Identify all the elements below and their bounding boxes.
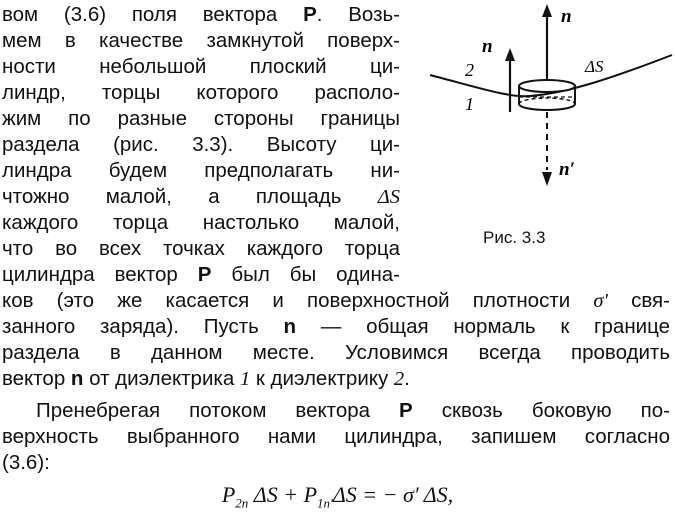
text-line: каждого торца настолько малой, xyxy=(2,211,400,234)
label-n-top: n xyxy=(561,6,572,27)
cylinder-top xyxy=(519,80,575,92)
label-region-2: 2 xyxy=(465,60,474,80)
text-line: занного заряда). Пусть n — общая нормаль к границе xyxy=(2,315,671,338)
cylinder-bottom xyxy=(519,104,575,110)
text-line: Пренебрегая потоком вектора P сквозь боковую по- xyxy=(36,399,670,422)
formula: $P_{2n}$ $\Delta S + P_{1n'}\Delta S$ = − σ′ ΔS, xyxy=(221,482,454,511)
cylinder-bottom-hidden xyxy=(519,98,575,104)
label-n-prime: n′ xyxy=(559,159,575,180)
label-delta-s: ΔS xyxy=(585,57,604,76)
text-line: раздела в данном месте. Условимся всегда проводить xyxy=(2,341,670,364)
text-line: чтожно малой, а площадь ΔS xyxy=(2,185,400,208)
figure-caption: Рис. 3.3 xyxy=(483,228,546,247)
text-line: вектор n от диэлектрика 1 к диэлектрику 2. xyxy=(2,367,410,390)
arrowhead-top xyxy=(542,4,552,17)
text-line: мем в качестве замкнутой поверх- xyxy=(2,29,400,52)
text-line: линдр, торцы которого располо- xyxy=(2,81,400,104)
label-n-left: n xyxy=(482,36,493,57)
text-line: линдра будем предполагать ни- xyxy=(2,159,400,182)
figure-cylinder-diagram xyxy=(420,0,675,200)
text-line: верхность выбранного нами цилиндра, запишем согласно xyxy=(2,425,670,448)
label-region-1: 1 xyxy=(465,94,474,114)
text-line: ков (это же касается и поверхностной плотности σ′ свя- xyxy=(2,289,670,312)
arrowhead-left xyxy=(505,48,515,61)
text-line: жим по разные стороны границы xyxy=(2,107,400,130)
text-line: раздела (рис. 3.3). Высоту ци- xyxy=(2,133,400,156)
text-line: цилиндра вектор P был бы одина- xyxy=(2,263,400,286)
text-line: ности небольшой плоский ци- xyxy=(2,55,400,78)
text-line: что во всех точках каждого торца xyxy=(2,237,400,260)
text-line: (3.6): xyxy=(2,451,50,474)
text-line: вом (3.6) поля вектора P. Возь- xyxy=(2,3,400,26)
arrowhead-bottom xyxy=(542,172,552,186)
